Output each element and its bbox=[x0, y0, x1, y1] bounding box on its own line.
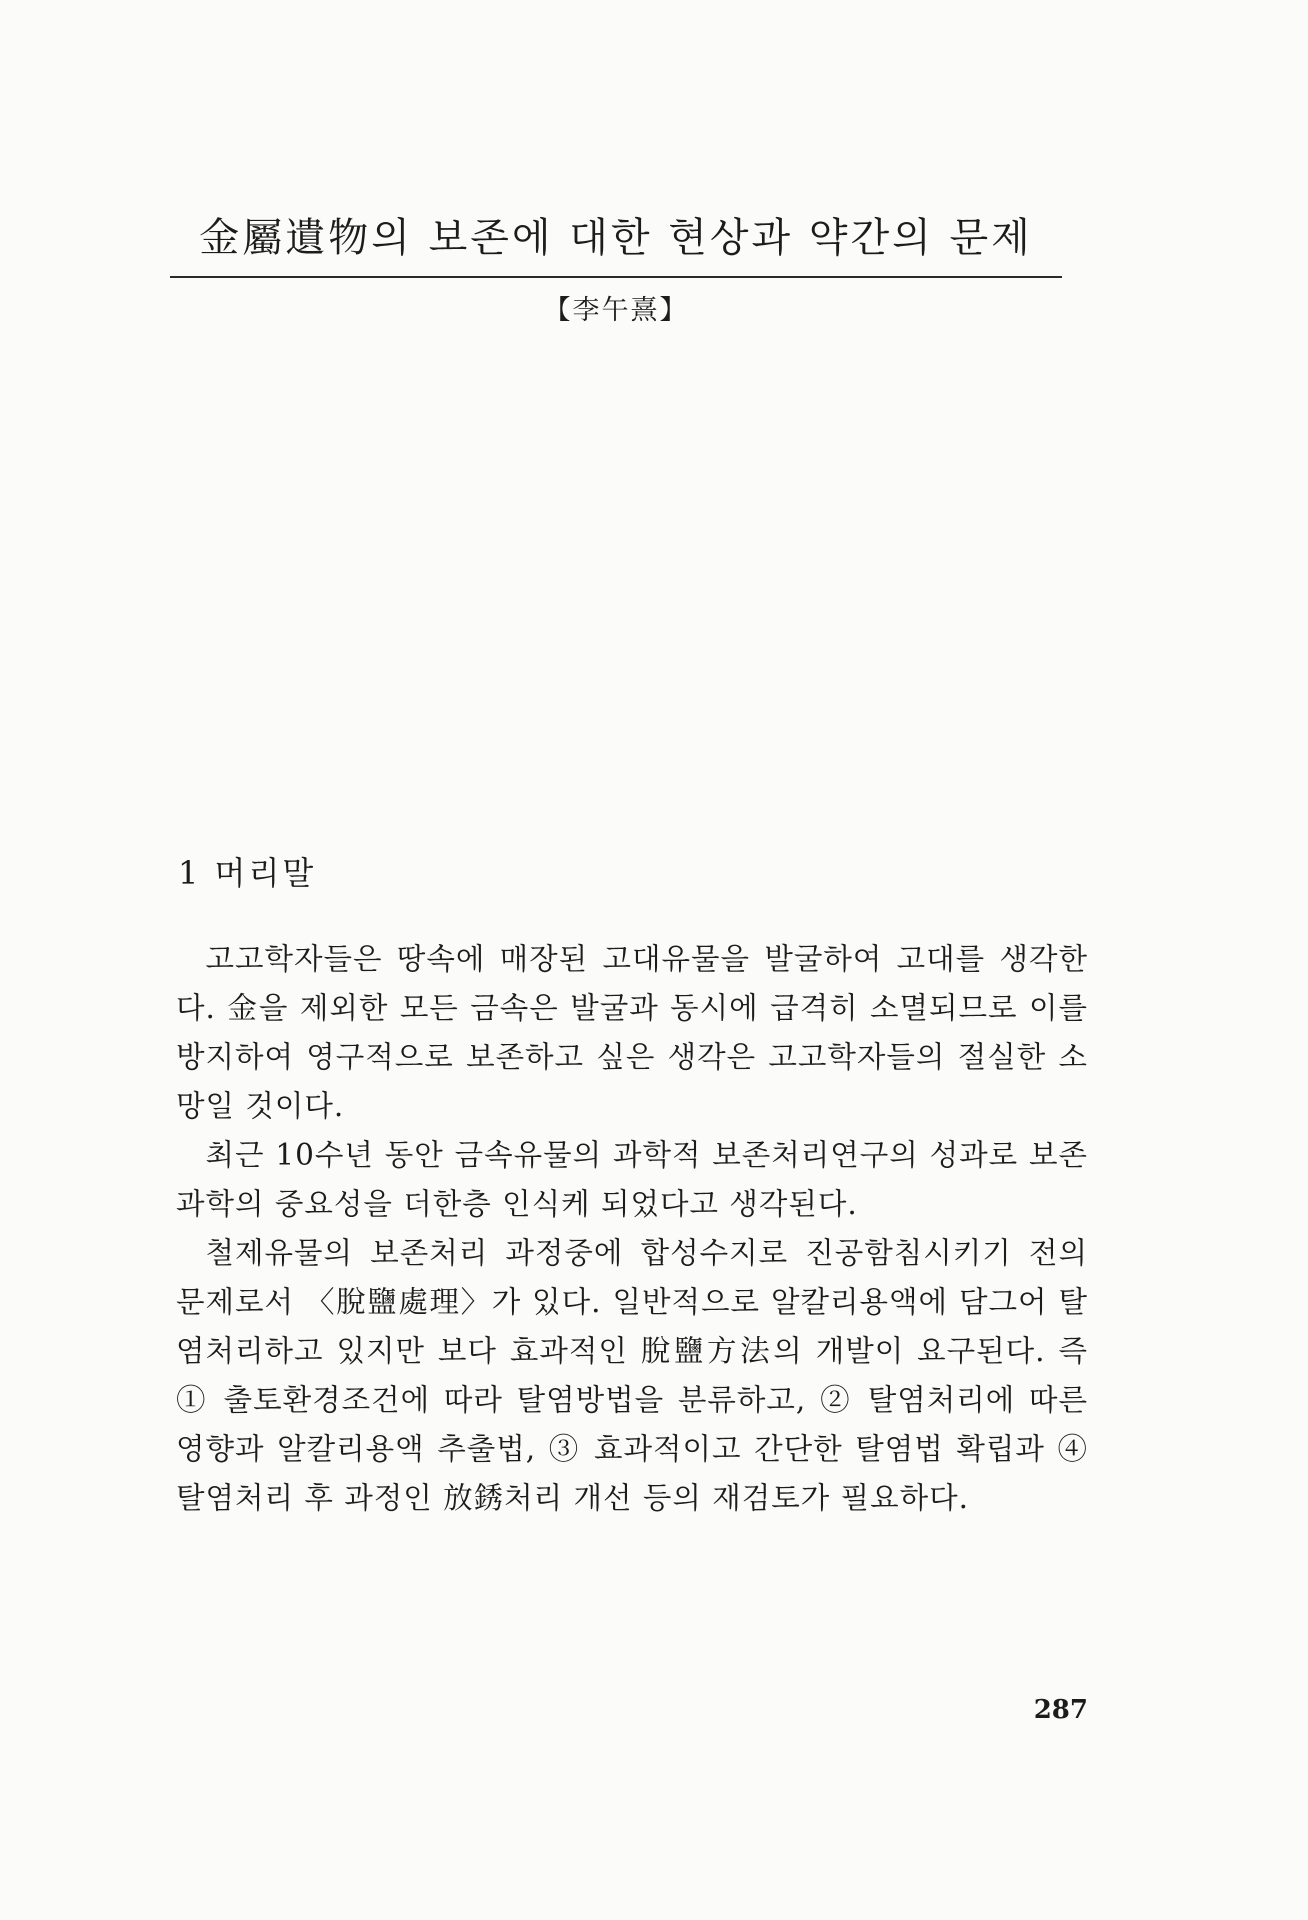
section-heading: 1 머리말 bbox=[178, 854, 317, 892]
page-number: 287 bbox=[1033, 1695, 1088, 1725]
article-title: 金屬遺物의 보존에 대한 현상과 약간의 문제 bbox=[170, 210, 1062, 278]
paragraph: 고고학자들은 땅속에 매장된 고대유물을 발굴하여 고대를 생각한다. 金을 제외한 모든 금속은 발굴과 동시에 급격히 소멸되므로 이를 방지하여 영구적으로 보존하고 싶은 생각은 고고학자들의 절실한 소망일 것이다. bbox=[176, 942, 1088, 1123]
paragraph: 철제유물의 보존처리 과정중에 합성수지로 진공함침시키기 전의 문제로서 〈脫鹽處理〉가 있다. 일반적으로 알칼리용액에 담그어 탈염처리하고 있지만 보다 효과적인 脫鹽方法의 개발이 요구된다. 즉 ① 출토환경조건에 따라 탈염방법을 분류하고, ② 탈염처리에 따른 영향과 알칼리용액 추출법, ③ 효과적이고 간단한 탈염법 확립과 ④ 탈염처리 후 과정인 放銹처리 개선 등의 재검토가 필요하다. bbox=[176, 1236, 1088, 1515]
title-block bbox=[170, 210, 1062, 327]
body-text bbox=[176, 935, 1088, 1523]
article-author: 【李午熹】 bbox=[543, 295, 689, 326]
paragraph: 최근 10수년 동안 금속유물의 과학적 보존처리연구의 성과로 보존과학의 중요성을 더한층 인식케 되었다고 생각된다. bbox=[176, 1138, 1088, 1221]
